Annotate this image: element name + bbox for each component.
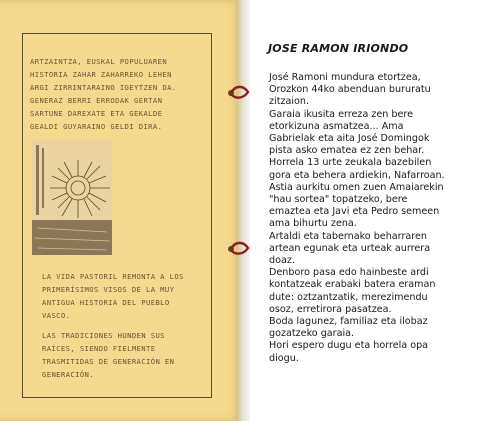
text-line: artean egunak eta urteak aurrera [269,242,431,254]
text-line: José Ramoni mundura etortzea, [269,72,421,83]
spanish-line: LAS TRADICIONES HUNDEN SUS [42,331,165,340]
spanish-line: PRIMERÍSIMOS VISOS DE LA MUY [42,285,175,294]
text-line: pista asko ematea ez zen behar. [269,145,425,157]
text-line: Astia aurkitu omen zuen Amaiarekin [269,181,444,193]
basque-caption [30,55,210,133]
basque-line: HISTORIA ZAHAR ZAHARREKO LEHEN [30,70,172,79]
text-line: kontatzeak erabaki batera eraman [269,279,436,291]
text-line: dute: oztzantzatik, merezimendu [269,291,428,303]
text-line: gozatzeko garaia. [269,328,355,340]
text-line: diogu. [269,352,299,364]
text-line: Horrela 13 urte zeukala bazebilen [269,157,432,169]
basque-line: GENERAZ BERRI ERRODAK GERTAN [30,96,163,105]
text-line: doaz. [269,255,295,267]
basque-line: ARTZAINTZA, EUSKAL POPULUAREN [30,57,168,66]
spanish-line: RAÍCES, SIENDO FIELMENTE [42,344,156,353]
text-line: ama bihurtu zena. [269,218,357,230]
spanish-line: TRASMITIDAS DE GENERACIÓN EN [42,357,175,366]
spanish-caption [42,270,212,381]
text-line: Boda lagunez, familiaz eta ilobaz [269,316,428,328]
text-line: Denboro pasa edo hainbeste ardi [269,267,429,279]
text-line: gora eta behera ardiekin, Nafarroan. [269,169,445,181]
page-title: JOSE RAMON IRIONDO [268,42,409,55]
spanish-line: VASCO. [42,311,71,320]
biography-text [269,72,474,365]
text-line: Gabrielak eta aita José Domingok [269,133,430,145]
text-line: Orozkon 44ko abenduan bururatu [269,84,431,96]
binding-cord-top [222,80,252,108]
text-line: "hau sortea" topatzeko, bere [269,194,408,206]
spanish-line: LA VIDA PASTORIL REMONTA A LOS [42,272,184,281]
binding-cord-bottom [222,236,252,264]
text-line: etorkizuna asmatzea... Ama [269,120,404,132]
basque-line: ARGI ZIRRINTARAINO IGEYTZEN DA. [30,83,177,92]
text-line: osoz, erretirora pasatzea. [269,303,392,315]
text-line: Garaia ikusita erreza zen bere [269,108,414,120]
text-line: Hori espero dugu eta horrela opa [269,340,429,352]
book-spine [238,0,250,421]
spanish-line: ANTIGUA HISTORIA DEL PUEBLO [42,298,170,307]
spanish-line: GENERACIÓN. [42,370,94,379]
basque-line: GEALDI GUYARAINO GELDI DIRA. [30,122,163,131]
engraving-illustration [32,140,112,255]
text-line: emaztea eta Javi eta Pedro semeen [269,206,440,218]
basque-line: SARTUNE DAREXATE ETA GEKALDE [30,109,163,118]
text-line: Artaldi eta tabernako beharraren [269,230,427,242]
text-line: zitzaion. [269,96,310,108]
